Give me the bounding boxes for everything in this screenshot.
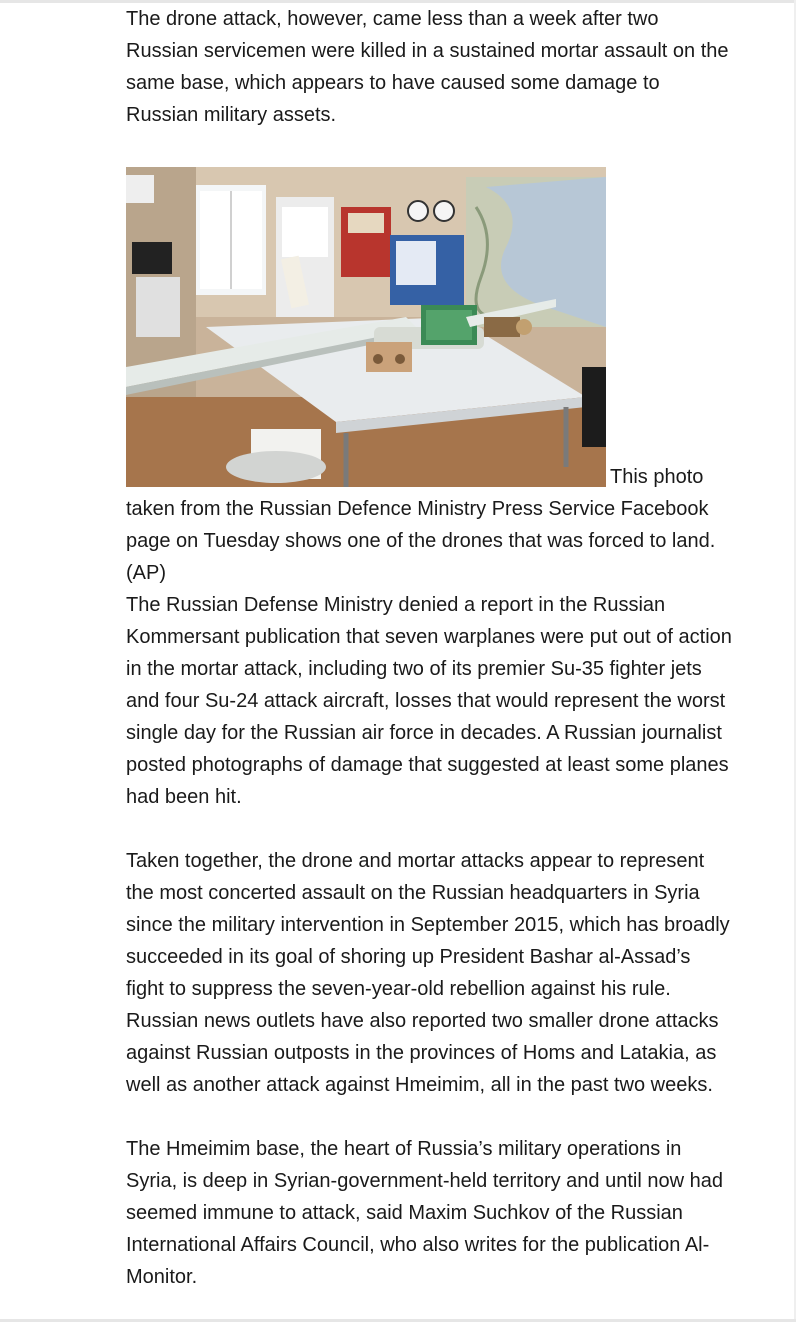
paragraph-4: The Hmeimim base, the heart of Russia’s military operations in Syria, is deep in Syrian-government-held territory and until now had seemed immune to attack, said Maxim Suchkov of the Russian International Affairs Council, who also writes for the publication Al-Monitor.: [126, 1138, 723, 1288]
paragraph-spacer: [126, 813, 732, 845]
paragraph-spacer: [126, 1101, 732, 1133]
photo-caption: This photo taken from the Russian Defence Ministry Press Service Facebook page on Tuesday shows one of the drones that was forced to land. (AP): [126, 466, 716, 584]
drone-photo[interactable]: [126, 167, 606, 487]
article-body: [126, 3, 732, 1293]
paragraph-3: Taken together, the drone and mortar attacks appear to represent the most concerted assault on the Russian headquarters in Syria since the military intervention in September 2015, which has broadly succeeded in its goal of shoring up President Bashar al-Assad’s fight to suppress the seven-year-old rebellion against his rule. Russian news outlets have also reported two smaller drone attacks against Russian outposts in the provinces of Homs and Latakia, as well as another attack against Hmeimim, all in the past two weeks.: [126, 850, 730, 1096]
paragraph-2: The Russian Defense Ministry denied a report in the Russian Kommersant publication that seven warplanes were put out of action in the mortar attack, including two of its premier Su-35 fighter jets and four Su-24 attack aircraft, losses that would represent the worst single day for the Russian air force in decades. A Russian journalist posted photographs of damage that suggested at least some planes had been hit.: [126, 594, 732, 808]
photo-caption-block: [126, 163, 732, 589]
paragraph-1: The drone attack, however, came less than a week after two Russian servicemen were killed in a sustained mortar assault on the same base, which appears to have caused some damage to Russian military assets.: [126, 8, 729, 126]
drone-photo-image: [126, 167, 606, 487]
paragraph-spacer: [126, 131, 732, 163]
